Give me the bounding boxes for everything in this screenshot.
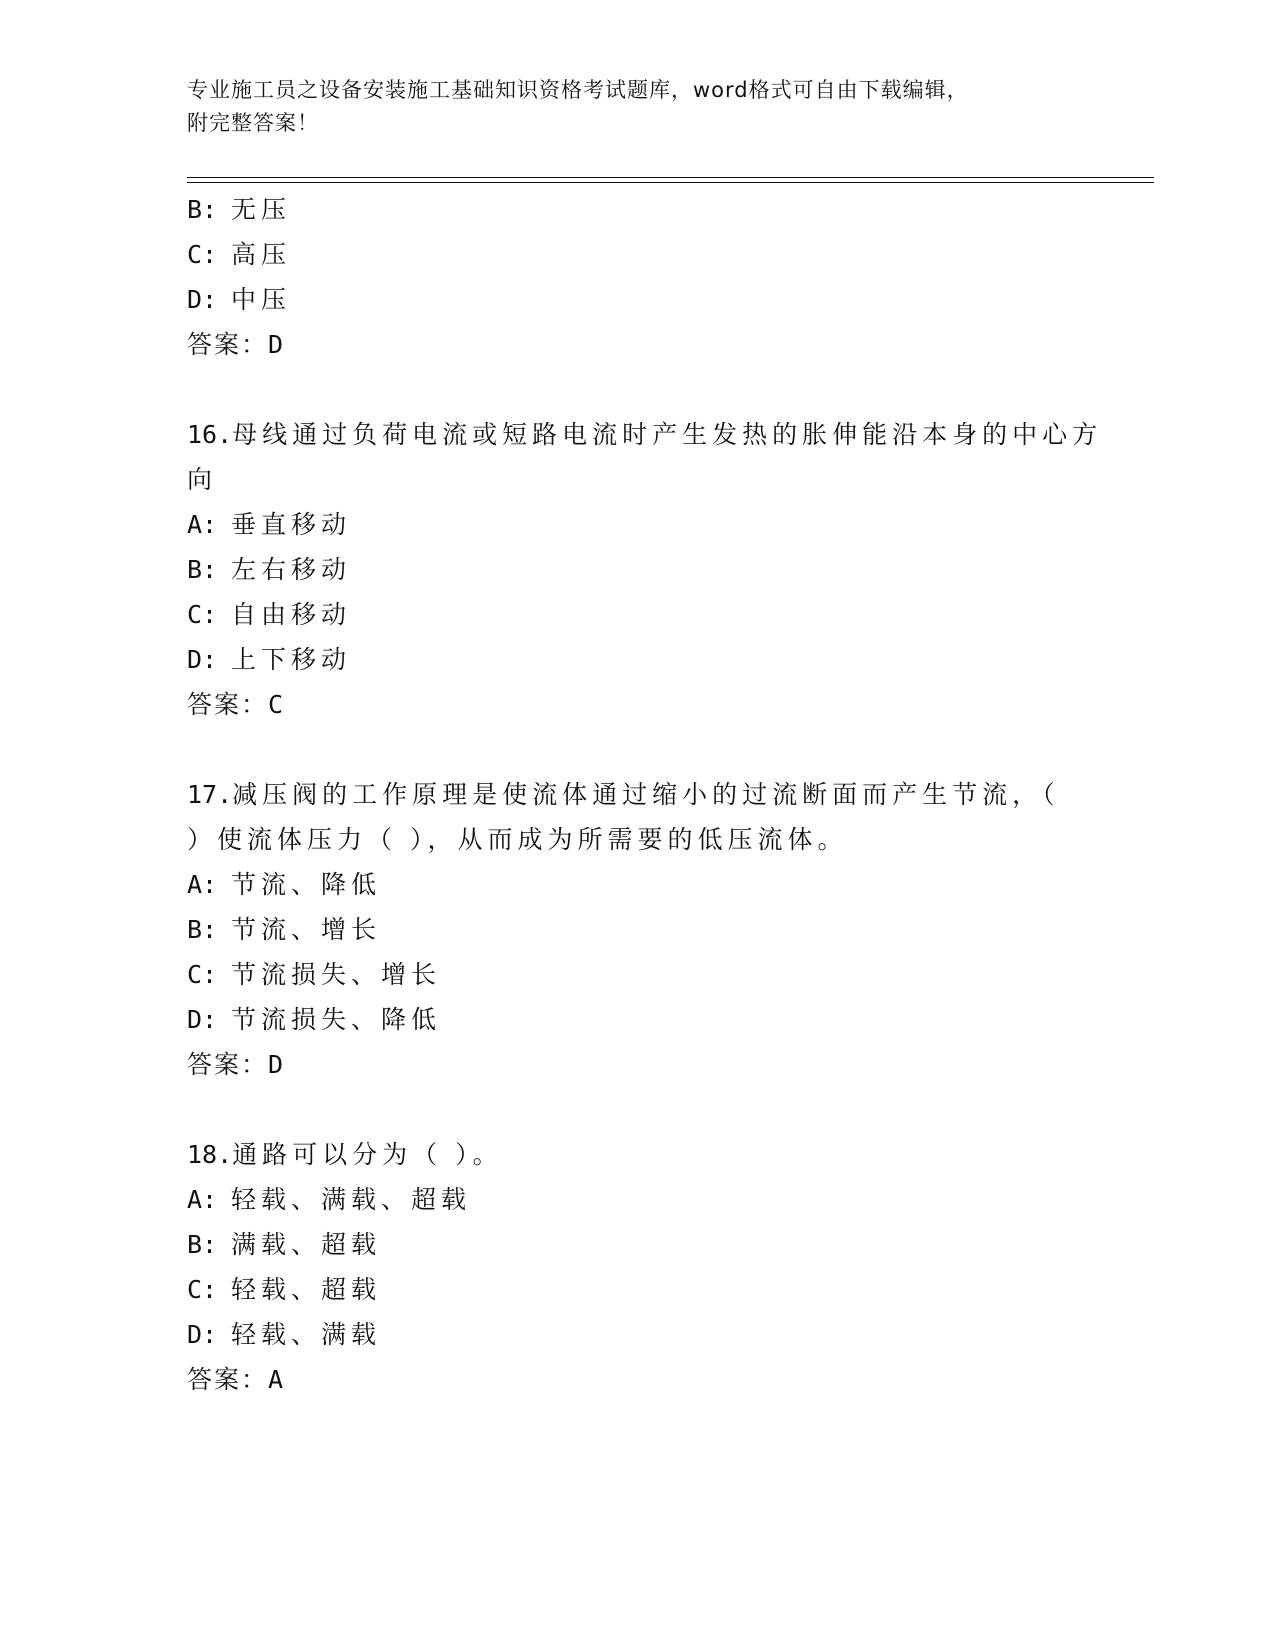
option-text: 上下移动 [231, 645, 352, 674]
q16-option-d [187, 645, 351, 675]
q16-option-b [187, 555, 351, 585]
q17-answer [187, 1050, 285, 1080]
option-letter: B: [187, 555, 218, 584]
question-text: 通路可以分为（ ）。 [232, 1140, 503, 1169]
option-text: 自由移动 [231, 600, 352, 629]
answer-value: D [268, 1050, 286, 1079]
q18-question-line-1 [187, 1140, 503, 1170]
q15-option-c [187, 240, 291, 270]
option-text: 轻载、超载 [231, 1275, 382, 1304]
answer-label: 答案： [187, 1365, 269, 1394]
option-letter: A: [187, 870, 218, 899]
q15-option-d [187, 285, 291, 315]
option-letter: C: [187, 240, 218, 269]
q16-question-line-1 [187, 420, 1102, 450]
q16-question-line-2: 向 [187, 465, 218, 494]
option-text: 左右移动 [231, 555, 352, 584]
q17-option-c [187, 960, 441, 990]
q15-answer [187, 330, 285, 360]
q16-option-a [187, 510, 351, 540]
question-text: 母线通过负荷电流或短路电流时产生发热的胀伸能沿本身的中心方 [232, 420, 1103, 449]
q17-question-line-1 [187, 780, 1060, 810]
answer-label: 答案： [187, 330, 269, 359]
option-text: 高压 [231, 240, 292, 269]
q16-option-c [187, 600, 351, 630]
answer-label: 答案： [187, 690, 269, 719]
q17-question-line-2: ）使流体压力（ ），从而成为所需要的低压流体。 [187, 825, 848, 854]
option-letter: C: [187, 1275, 218, 1304]
header-divider-bottom [187, 182, 1154, 183]
option-text: 节流、增长 [231, 915, 382, 944]
header-line-2: 附完整答案！ [187, 111, 319, 135]
option-text: 满载、超载 [231, 1230, 382, 1259]
q18-option-b [187, 1230, 381, 1260]
q18-answer [187, 1365, 285, 1395]
option-letter: B: [187, 195, 218, 224]
option-text: 垂直移动 [231, 510, 352, 539]
question-number: 18. [187, 1140, 233, 1169]
q17-option-b [187, 915, 381, 945]
option-letter: D: [187, 1320, 218, 1349]
option-letter: B: [187, 1230, 218, 1259]
q17-option-a [187, 870, 381, 900]
option-text: 中压 [231, 285, 292, 314]
answer-value: D [268, 330, 286, 359]
option-text: 轻载、满载 [231, 1320, 382, 1349]
option-text: 无压 [231, 195, 292, 224]
question-number: 16. [187, 420, 233, 449]
option-letter: A: [187, 510, 218, 539]
option-text: 轻载、满载、超载 [231, 1185, 472, 1214]
answer-value: A [268, 1365, 286, 1394]
option-letter: C: [187, 960, 218, 989]
q15-option-b [187, 195, 291, 225]
header-line-1: 专业施工员之设备安装施工基础知识资格考试题库，word格式可自由下载编辑， [187, 78, 969, 102]
option-text: 节流损失、降低 [231, 1005, 442, 1034]
document-header [187, 74, 1087, 140]
question-text: 减压阀的工作原理是使流体通过缩小的过流断面而产生节流，（ [232, 780, 1060, 809]
option-letter: D: [187, 645, 218, 674]
option-letter: D: [187, 285, 218, 314]
q18-option-d [187, 1320, 381, 1350]
option-letter: D: [187, 1005, 218, 1034]
q16-answer [187, 690, 285, 720]
answer-value: C [268, 690, 286, 719]
option-letter: C: [187, 600, 218, 629]
q18-option-c [187, 1275, 381, 1305]
option-letter: B: [187, 915, 218, 944]
question-number: 17. [187, 780, 233, 809]
q18-option-a [187, 1185, 471, 1215]
answer-label: 答案： [187, 1050, 269, 1079]
header-divider-top [187, 177, 1154, 178]
option-letter: A: [187, 1185, 218, 1214]
option-text: 节流、降低 [231, 870, 382, 899]
q17-option-d [187, 1005, 441, 1035]
option-text: 节流损失、增长 [231, 960, 442, 989]
